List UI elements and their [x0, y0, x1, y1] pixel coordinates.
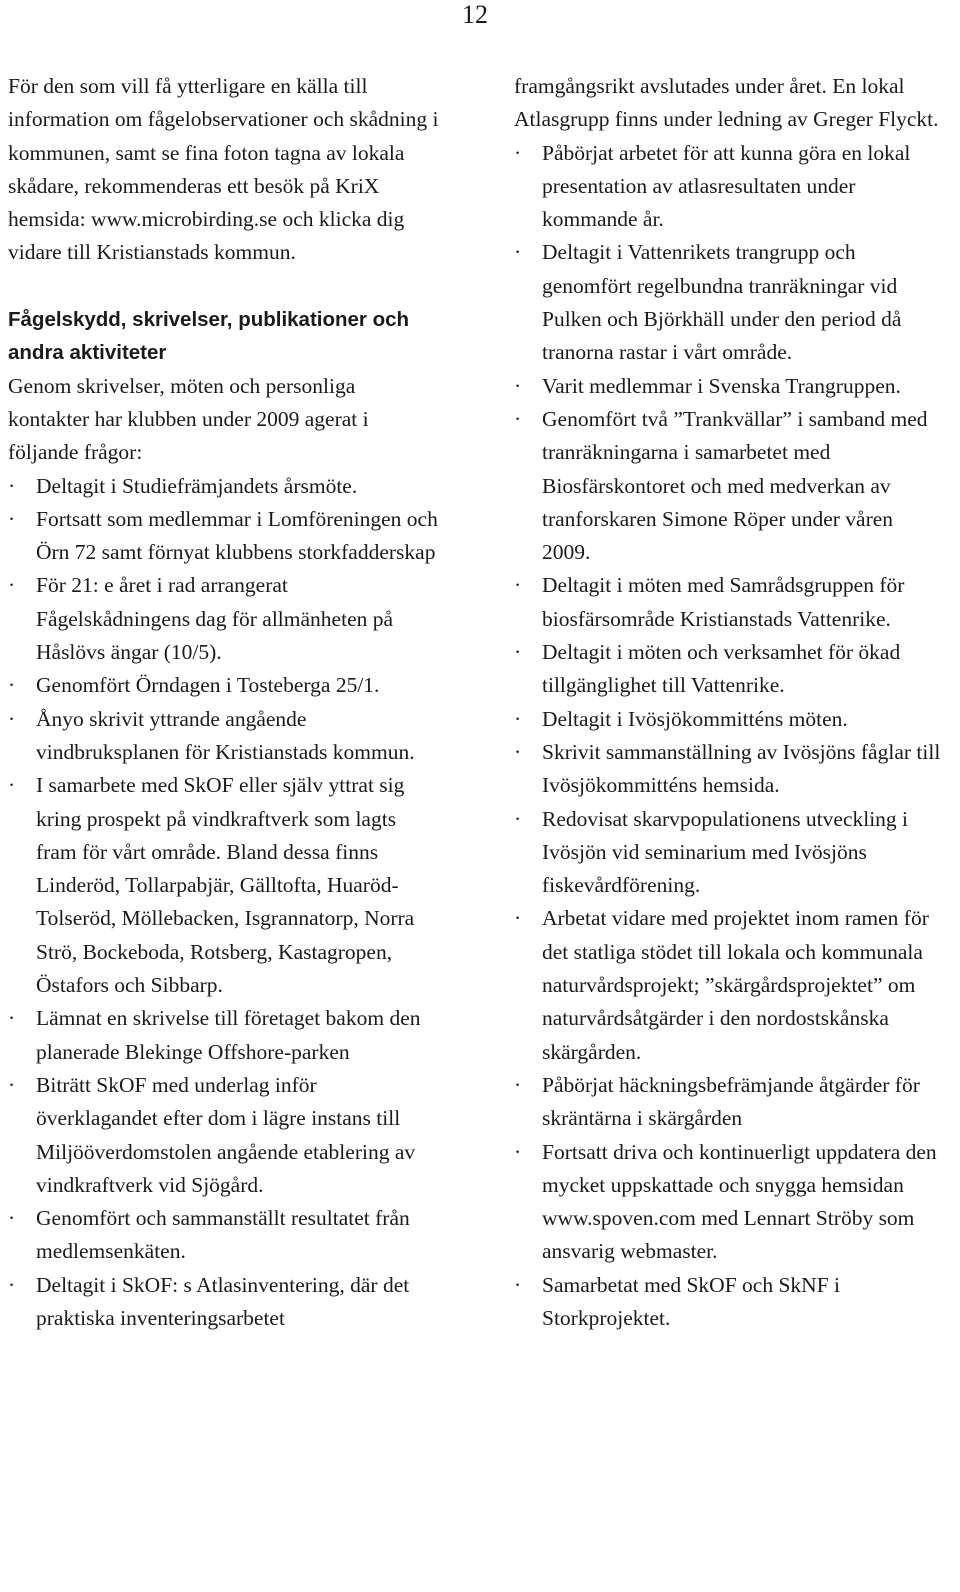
continued-paragraph: framgångsrikt avslutades under året. En lokal Atlasgrupp finns under ledning av Greger Flyckt.: [514, 74, 939, 132]
list-item: · Samarbetat med SkOF och SkNF i Storkprojektet.: [514, 1269, 946, 1336]
list-item: · Varit medlemmar i Svenska Trangruppen.: [514, 370, 946, 403]
list-item: · I samarbete med SkOF eller själv yttrat sig kring prospekt på vindkraftverk som lagts fram för vårt område. Bland dessa finns Linderöd, Tollarpabjär, Gälltofta, Huaröd-Tolseröd, Möllebacken, Isgrannatorp, Norra Strö, Bockeboda, Rotsberg, Kastagropen, Östafors och Sibbarp.: [8, 769, 440, 1002]
list-item: · Deltagit i möten med Samrådsgruppen för biosfärsområde Kristianstads Vattenrike.: [514, 569, 946, 636]
list-item: · Påbörjat arbetet för att kunna göra en lokal presentation av atlasresultaten under kommande år.: [514, 137, 946, 237]
list-item: · För 21: e året i rad arrangerat Fågelskådningens dag för allmänheten på Håslövs ängar (10/5).: [8, 569, 440, 669]
list-item: · Ånyo skrivit yttrande angående vindbruksplanen för Kristianstads kommun.: [8, 703, 440, 770]
list-item: · Deltagit i Ivösjökommitténs möten.: [514, 703, 946, 736]
list-item: · Biträtt SkOF med underlag inför överklagandet efter dom i lägre instans till Miljööverdomstolen angående etablering av vindkraftverk vid Sjögård.: [8, 1069, 440, 1202]
list-item: · Lämnat en skrivelse till företaget bakom den planerade Blekinge Offshore-parken: [8, 1002, 440, 1069]
list-item: · Genomfört och sammanställt resultatet från medlemsenkäten.: [8, 1202, 440, 1269]
right-column: [514, 70, 946, 1335]
section-heading: Fågelskydd, skrivelser, publikationer och andra aktiviteter: [8, 308, 410, 365]
list-item: · Deltagit i Studiefrämjandets årsmöte.: [8, 470, 440, 503]
list-item: · Fortsatt driva och kontinuerligt uppdatera den mycket uppskattade och snygga hemsidan www.spoven.com med Lennart Ströby som ansvarig webmaster.: [514, 1136, 946, 1269]
list-item: · Arbetat vidare med projektet inom ramen för det statliga stödet till lokala och kommunala naturvårdsprojekt; ”skärgårdsprojektet” om naturvårdsåtgärder i den nordostskånska skärgården.: [514, 902, 946, 1068]
activity-list-right: [514, 137, 946, 1336]
list-item: · Redovisat skarvpopulationens utveckling i Ivösjön vid seminarium med Ivösjöns fiskevårdförening.: [514, 803, 946, 903]
list-item: · Deltagit i möten och verksamhet för ökad tillgänglighet till Vattenrike.: [514, 636, 946, 703]
section-body: Genom skrivelser, möten och personliga kontakter har klubben under 2009 agerat i följande frågor:: [8, 373, 369, 465]
left-column: [8, 70, 440, 1335]
list-item: · Genomfört två ”Trankvällar” i samband med tranräkningarna i samarbetet med Biosfärskontoret och med medverkan av tranforskaren Simone Röper under våren 2009.: [514, 403, 946, 569]
list-item: · Deltagit i SkOF: s Atlasinventering, där det praktiska inventeringsarbetet: [8, 1269, 440, 1336]
list-item: · Fortsatt som medlemmar i Lomföreningen och Örn 72 samt förnyat klubbens storkfadderskap: [8, 503, 440, 570]
activity-list-left: [8, 470, 440, 1336]
list-item: · Deltagit i Vattenrikets trangrupp och genomfört regelbundna tranräkningar vid Pulken och Björkhäll under den period då tranorna rastar i vårt område.: [514, 236, 946, 369]
list-item: · Påbörjat häckningsbefrämjande åtgärder för skräntärna i skärgården: [514, 1069, 946, 1136]
intro-paragraph: För den som vill få ytterligare en källa till information om fågelobservationer och skådning i kommunen, samt se fina foton tagna av lokala skådare, rekommenderas ett besök på KriX hemsida: www.microbirding.se och klicka dig vidare till Kristianstads kommun.: [8, 74, 439, 265]
list-item: · Genomfört Örndagen i Tosteberga 25/1.: [8, 669, 440, 702]
list-item: · Skrivit sammanställning av Ivösjöns fåglar till Ivösjökommitténs hemsida.: [514, 736, 946, 803]
page-number: 12: [462, 0, 488, 29]
